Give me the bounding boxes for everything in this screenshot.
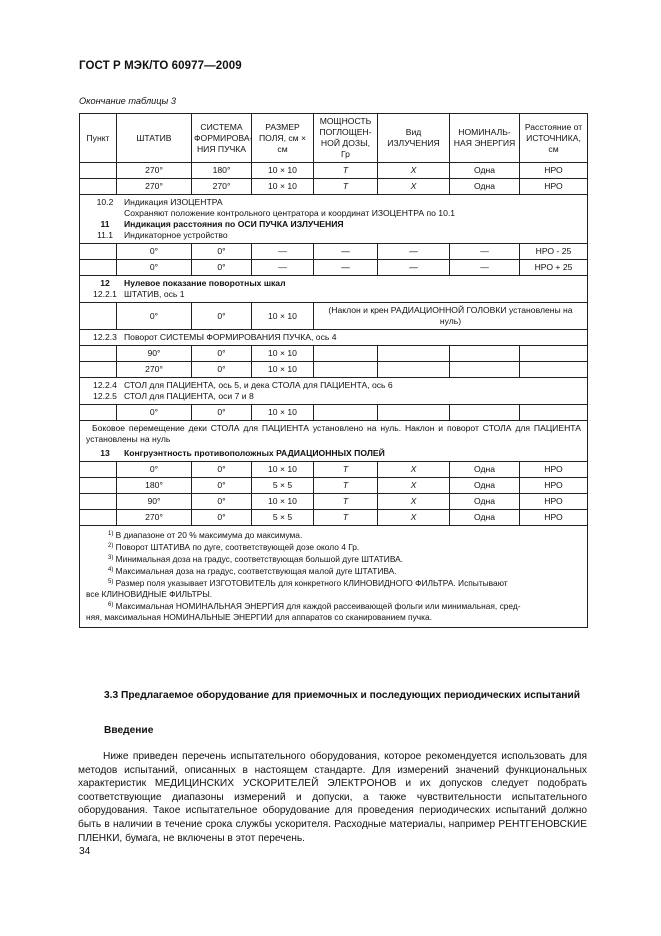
section-heading: 3.3 Предлагаемое оборудование для приемочных и последующих периодических испытаний bbox=[104, 690, 581, 701]
table-cell bbox=[314, 346, 378, 362]
table-cell bbox=[80, 346, 117, 362]
table-cell: Одна bbox=[450, 462, 520, 478]
table-cell: — bbox=[314, 260, 378, 276]
section-text: Боковое перемещение деки СТОЛА для ПАЦИЕНТА установлено на нуль. Наклон и поворот СТОЛА для ПАЦИЕНТА установлены на нуль bbox=[86, 423, 581, 444]
table-cell: Одна bbox=[450, 163, 520, 179]
table-cell bbox=[314, 362, 378, 378]
table-cell: T bbox=[314, 462, 378, 478]
section-number: 12 bbox=[100, 278, 110, 288]
section-number: 11 bbox=[100, 219, 110, 229]
table-row bbox=[80, 494, 588, 510]
table-cell: 10 × 10 bbox=[252, 163, 314, 179]
section-1224-row bbox=[80, 378, 588, 405]
table-cell: 0° bbox=[192, 303, 252, 330]
rows-e bbox=[80, 405, 588, 421]
table-cell: X bbox=[378, 510, 450, 526]
section-number: 12.2.1 bbox=[93, 289, 117, 299]
table-cell: X bbox=[378, 462, 450, 478]
section-number: 11.1 bbox=[96, 230, 114, 240]
table-cell: X bbox=[378, 478, 450, 494]
footnote: $^{2)}$ Поворот ШТАТИВА по дуге, соответствующей дозе около 4 Гр. bbox=[108, 542, 360, 552]
table-cell: 270° bbox=[117, 362, 192, 378]
table-row bbox=[80, 478, 588, 494]
table-cell bbox=[520, 346, 588, 362]
table-cell: 10 × 10 bbox=[252, 179, 314, 195]
table-cell: 0° bbox=[117, 405, 192, 421]
table-cell: 0° bbox=[117, 462, 192, 478]
section-13-row bbox=[80, 421, 588, 462]
table-cell: НРО bbox=[520, 179, 588, 195]
table-cell: T bbox=[314, 163, 378, 179]
section-text: Индикация расстояния по ОСИ ПУЧКА ИЗЛУЧЕНИЯ bbox=[124, 219, 344, 229]
table-cell: 10 × 10 bbox=[252, 494, 314, 510]
section-number: 12.2.5 bbox=[93, 391, 117, 401]
table-header-row bbox=[80, 114, 588, 163]
section-text: Индикаторное устройство bbox=[124, 230, 228, 240]
table-cell bbox=[80, 303, 117, 330]
table-cell: НРО bbox=[520, 494, 588, 510]
table-cell: НРО bbox=[520, 462, 588, 478]
table-cell: X bbox=[378, 494, 450, 510]
table-cell: НРО - 25 bbox=[520, 244, 588, 260]
section-text: Поворот СИСТЕМЫ ФОРМИРОВАНИЯ ПУЧКА, ось 4 bbox=[124, 332, 337, 342]
table-cell: 10 × 10 bbox=[252, 362, 314, 378]
table-cell bbox=[80, 478, 117, 494]
test-table bbox=[79, 113, 588, 628]
table-row bbox=[80, 163, 588, 179]
table-cell: 0° bbox=[192, 478, 252, 494]
table-cell: 270° bbox=[117, 510, 192, 526]
table-cell: — bbox=[378, 260, 450, 276]
table-cell: T bbox=[314, 510, 378, 526]
footnote: $^{6)}$ Максимальная НОМИНАЛЬНАЯ ЭНЕРГИЯ для каждой рассеивающей фольги или минимальная, сред- bbox=[108, 601, 521, 611]
table-cell bbox=[520, 362, 588, 378]
section-text: Индикация ИЗОЦЕНТРА bbox=[124, 197, 223, 207]
table-cell-note: (Наклон и крен РАДИАЦИОННОЙ ГОЛОВКИ установлены на нуль) bbox=[314, 303, 588, 330]
table-cell bbox=[80, 405, 117, 421]
section-number: 12.2.3 bbox=[93, 332, 117, 342]
table-cell: 270° bbox=[117, 179, 192, 195]
col-header: МОЩНОСТЬ ПОГЛОЩЕН-НОЙ ДОЗЫ, Гр bbox=[314, 114, 378, 163]
table-cell: 5 × 5 bbox=[252, 510, 314, 526]
rows-f bbox=[80, 462, 588, 526]
table-cell: 10 × 10 bbox=[252, 405, 314, 421]
table-cell bbox=[80, 510, 117, 526]
table-cell: 90° bbox=[117, 346, 192, 362]
table-cell: 180° bbox=[192, 163, 252, 179]
section-text: СТОЛ для ПАЦИЕНТА, ось 5, и дека СТОЛА для ПАЦИЕНТА, ось 6 bbox=[124, 380, 393, 390]
table-cell: X bbox=[378, 179, 450, 195]
footnote-continuation: няя, максимальная НОМИНАЛЬНЫЕ ЭНЕРГИИ для аппаратов со сканированием пучка. bbox=[86, 612, 432, 622]
section-text: Сохраняют положение контрольного центратора и координат ИЗОЦЕНТРА по 10.1 bbox=[124, 208, 456, 218]
section-number: 12.2.4 bbox=[93, 380, 117, 390]
section-number: 13 bbox=[100, 448, 110, 458]
section-text: Нулевое показание поворотных шкал bbox=[124, 278, 286, 288]
table-cell: 0° bbox=[192, 346, 252, 362]
table-cell: 0° bbox=[192, 462, 252, 478]
table-cell: T bbox=[314, 478, 378, 494]
section-12-row bbox=[80, 276, 588, 303]
table-cell: 5 × 5 bbox=[252, 478, 314, 494]
col-header: СИСТЕМА ФОРМИРОВА-НИЯ ПУЧКА bbox=[192, 114, 252, 163]
table-cell: 0° bbox=[192, 244, 252, 260]
section-text: ШТАТИВ, ось 1 bbox=[124, 289, 185, 299]
section-text: Конгруэнтность противоположных РАДИАЦИОННЫХ ПОЛЕЙ bbox=[124, 448, 385, 458]
table-cell: — bbox=[252, 244, 314, 260]
table-cell: 0° bbox=[192, 260, 252, 276]
footnote-continuation: все КЛИНОВИДНЫЕ ФИЛЬТРЫ. bbox=[86, 589, 213, 599]
table-cell: Одна bbox=[450, 478, 520, 494]
table-cell bbox=[378, 405, 450, 421]
table-cell bbox=[314, 405, 378, 421]
table-cell: 0° bbox=[192, 510, 252, 526]
table-cell: 0° bbox=[117, 303, 192, 330]
table-cell bbox=[80, 462, 117, 478]
table-cell bbox=[450, 346, 520, 362]
col-header: РАЗМЕР ПОЛЯ, см × см bbox=[252, 114, 314, 163]
rows-a bbox=[80, 163, 588, 195]
table-row bbox=[80, 179, 588, 195]
table-row bbox=[80, 510, 588, 526]
table-cell: 0° bbox=[117, 260, 192, 276]
section-number: 10.2 bbox=[96, 197, 114, 207]
table-cell: — bbox=[450, 244, 520, 260]
table-cell: T bbox=[314, 179, 378, 195]
intro-heading: Введение bbox=[104, 725, 154, 736]
col-header: ШТАТИВ bbox=[117, 114, 192, 163]
table-row bbox=[80, 260, 588, 276]
col-header: Вид ИЗЛУЧЕНИЯ bbox=[378, 114, 450, 163]
rows-b bbox=[80, 244, 588, 276]
table-cell bbox=[378, 346, 450, 362]
table-cell: — bbox=[450, 260, 520, 276]
footnotes-row bbox=[80, 526, 588, 628]
table-cell: 10 × 10 bbox=[252, 462, 314, 478]
table-cell: 270° bbox=[117, 163, 192, 179]
table-cell bbox=[80, 494, 117, 510]
table-cell: — bbox=[378, 244, 450, 260]
table-cell: 90° bbox=[117, 494, 192, 510]
footnote: $^{5)}$ Размер поля указывает ИЗГОТОВИТЕЛЬ для конкретного КЛИНОВИДНОГО ФИЛЬТРА. Испытывают bbox=[108, 578, 508, 588]
table-row bbox=[80, 405, 588, 421]
section-10-row bbox=[80, 195, 588, 244]
col-header: НОМИНАЛЬ-НАЯ ЭНЕРГИЯ bbox=[450, 114, 520, 163]
table-cell bbox=[80, 260, 117, 276]
table-cell: 0° bbox=[192, 494, 252, 510]
table-cell bbox=[80, 362, 117, 378]
rows-d bbox=[80, 346, 588, 378]
table-cell: 0° bbox=[192, 362, 252, 378]
table-cell: НРО bbox=[520, 163, 588, 179]
col-header: Расстояние от ИСТОЧНИКА, см bbox=[520, 114, 588, 163]
table-cell bbox=[80, 179, 117, 195]
table-row bbox=[80, 303, 588, 330]
footnote: $^{1)}$ В диапазоне от 20 % максимума до максимума. bbox=[108, 530, 303, 540]
table-cell: — bbox=[252, 260, 314, 276]
table-cell bbox=[450, 362, 520, 378]
table-row bbox=[80, 346, 588, 362]
col-header: Пункт bbox=[80, 114, 117, 163]
section-1223-row bbox=[80, 330, 588, 346]
table-cell bbox=[80, 244, 117, 260]
table-cell: 0° bbox=[192, 405, 252, 421]
table-cell: 10 × 10 bbox=[252, 346, 314, 362]
table-cell bbox=[80, 163, 117, 179]
table-cell: Одна bbox=[450, 510, 520, 526]
table-row bbox=[80, 244, 588, 260]
table-caption: Окончание таблицы 3 bbox=[79, 96, 176, 106]
table-cell: 180° bbox=[117, 478, 192, 494]
section-text: СТОЛ для ПАЦИЕНТА, оси 7 и 8 bbox=[124, 391, 254, 401]
footnote: $^{4)}$ Максимальная доза на градус, соответствующая малой дуге ШТАТИВА. bbox=[108, 566, 397, 576]
table-cell: НРО bbox=[520, 510, 588, 526]
table-cell: T bbox=[314, 494, 378, 510]
table-cell bbox=[378, 362, 450, 378]
table-cell: НРО bbox=[520, 478, 588, 494]
table-cell: — bbox=[314, 244, 378, 260]
table-cell: Одна bbox=[450, 179, 520, 195]
body-paragraph: Ниже приведен перечень испытательного оборудования, которое рекомендуется использовать для методов испытаний, описанных в настоящем стандарте. Для измерений значений функциональных характеристик МЕДИЦИНСКИХ УСКОРИТЕЛЕЙ ЭЛЕКТРОНОВ и их допусков следует подобрать соответствующие диапазоны измерений и допуски, а также чувствительности испытательного оборудования. Такое испытательное оборудование для проведения периодических испытаний должно быть в наличии в течение срока службы ускорителя. Расходные материалы, например РЕНТГЕНОВСКИЕ ПЛЕНКИ, бумага, не включены в этот перечень. bbox=[78, 751, 587, 844]
table-row bbox=[80, 462, 588, 478]
table-cell: НРО + 25 bbox=[520, 260, 588, 276]
table-cell bbox=[450, 405, 520, 421]
table-row bbox=[80, 362, 588, 378]
document-header: ГОСТ Р МЭК/ТО 60977—2009 bbox=[79, 60, 242, 72]
table-cell bbox=[520, 405, 588, 421]
table-cell: X bbox=[378, 163, 450, 179]
table-cell: 0° bbox=[117, 244, 192, 260]
page-number: 34 bbox=[79, 846, 91, 857]
footnote: $^{3)}$ Минимальная доза на градус, соответствующая большой дуге ШТАТИВА. bbox=[108, 554, 404, 564]
table-cell: 270° bbox=[192, 179, 252, 195]
table-cell: 10 × 10 bbox=[252, 303, 314, 330]
table-cell: Одна bbox=[450, 494, 520, 510]
